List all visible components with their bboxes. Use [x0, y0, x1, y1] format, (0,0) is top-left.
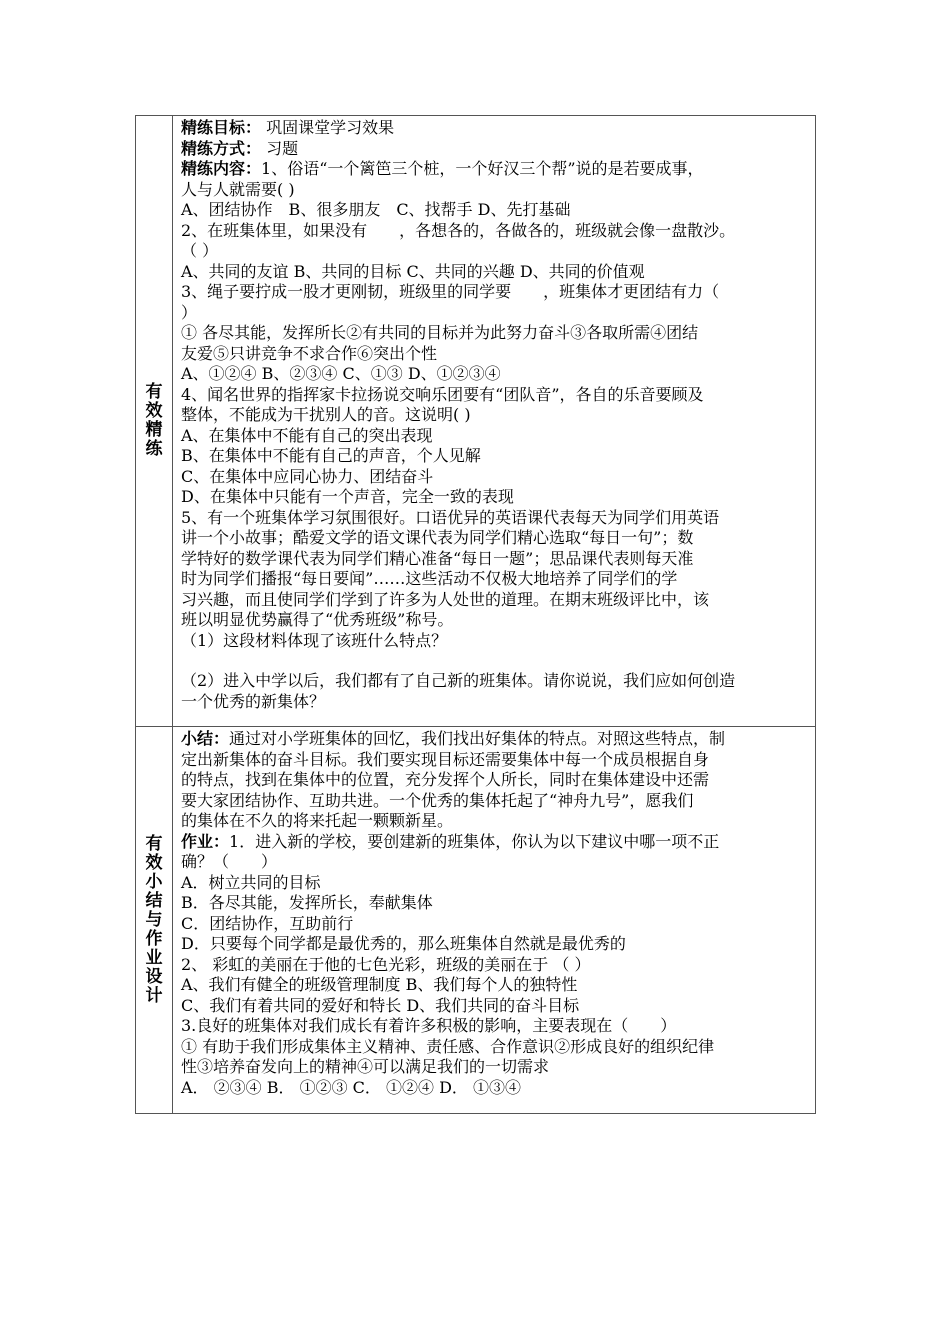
question-line: A、共同的友谊 B、共同的目标 C、共同的兴趣 D、共同的价值观: [181, 261, 645, 281]
question-line: B、在集体中不能有自己的声音，个人见解: [181, 446, 481, 465]
question-line: 习兴趣，而且使同学们学到了许多为人处世的道理。在期末班级评比中，该: [181, 589, 710, 609]
homework-line: B．各尽其能，发挥所长，奉献集体: [181, 893, 433, 912]
section-summary-label: [136, 727, 173, 1114]
answer-space: [181, 651, 807, 671]
question-line: ① 各尽其能，发挥所长②有共同的目标并为此努力奋斗③各取所需④团结: [181, 323, 699, 342]
method-line: [181, 139, 807, 160]
summary-line: [181, 729, 807, 750]
goal-label: 精练目标：: [181, 118, 262, 137]
summary-line: 定出新集体的奋斗目标。我们要实现目标还需要集体中每一个成员根据自身: [181, 749, 710, 769]
homework-line: 2、 彩虹的美丽在于他的七色光彩，班级的美丽在于 （ ）: [181, 954, 591, 974]
goal-line: [181, 118, 807, 139]
homework-line: [181, 832, 807, 853]
question-line: 班以明显优势赢得了“优秀班级”称号。: [181, 610, 454, 629]
question-line: 5、有一个班集体学习氛围很好。口语优异的英语课代表每天为同学们用英语: [181, 507, 720, 527]
side-label-practice: 有效精练: [145, 382, 163, 459]
homework-label: 作业：: [181, 831, 230, 851]
question-line: A、①②④ B、②③④ C、①③ D、①②③④: [181, 364, 501, 383]
question-line: C、在集体中应同心协力、团结奋斗: [181, 466, 434, 486]
summary-line: 的集体在不久的将来托起一颗颗新星。: [181, 811, 454, 830]
question-line: （ ）: [181, 241, 219, 260]
method-label: 精练方式：: [181, 138, 262, 158]
question-line: 友爱⑤只讲竞争不求合作⑥突出个性: [181, 343, 438, 363]
content-line: [181, 159, 807, 180]
question-line: ）: [181, 302, 198, 322]
question-line: A、在集体中不能有自己的突出表现: [181, 425, 433, 445]
homework-line: A． ②③④ B． ①②③ C． ①②④ D． ①③④: [181, 1077, 521, 1097]
side-label-summary: 有效小结与作业设计: [145, 833, 163, 1006]
homework-line: ① 有助于我们形成集体主义精神、责任感、合作意识②形成良好的组织纪律: [181, 1036, 715, 1056]
summary-line: 要大家团结协作、互助共进。一个优秀的集体托起了“神舟九号”，愿我们: [181, 790, 694, 810]
goal-value: 巩固课堂学习效果: [261, 118, 395, 137]
question-line: 3、绳子要拧成一股才更刚韧，班级里的同学要 ，班集体才更团结有力（: [181, 282, 720, 301]
content-label: 精练内容：: [181, 159, 262, 178]
summary-text: 通过对小学班集体的回忆，我们找出好集体的特点。对照这些特点，制: [229, 729, 726, 748]
section-practice-row: [136, 116, 816, 727]
section-summary-row: [136, 727, 816, 1114]
section-summary-content: [173, 727, 816, 1114]
homework-line: D．只要每个同学都是最优秀的，那么班集体自然就是最优秀的: [181, 934, 626, 953]
question-line: 一个优秀的新集体？: [181, 691, 326, 711]
question-line: （1）这段材料体现了该班什么特点？: [181, 630, 448, 650]
question-line: D、在集体中只能有一个声音，完全一致的表现: [181, 487, 514, 506]
summary-line: 的特点，找到在集体中的位置，充分发挥个人所长，同时在集体建设中还需: [181, 770, 710, 789]
section-practice-label: [136, 116, 173, 727]
question-line: 讲一个小故事；酷爱文学的语文课代表为同学们精心选取“每日一句”；数: [181, 528, 694, 547]
question-line: A、团结协作 B、很多朋友 C、找帮手 D、先打基础: [181, 200, 571, 219]
homework-line: C．团结协作，互助前行: [181, 913, 354, 933]
homework-line: A．树立共同的目标: [181, 872, 321, 892]
homework-line: 3.良好的班集体对我们成长有着许多积极的影响，主要表现在（ ）: [181, 1016, 677, 1035]
homework-line: 性③培养奋发向上的精神④可以满足我们的一切需求: [181, 1057, 550, 1076]
homework-text: 1．进入新的学校，要创建新的班集体，你认为以下建议中哪一项不正: [229, 831, 720, 851]
question-line: （2）进入中学以后，我们都有了自己新的班集体。请你说说，我们应如何创造: [181, 671, 736, 690]
question-line: 4、闻名世界的指挥家卡拉扬说交响乐团要有“团队音”，各自的乐音要顾及: [181, 384, 704, 404]
method-value: 习题: [261, 138, 299, 158]
content-line-text: 1、俗语“一个篱笆三个桩，一个好汉三个帮”说的是若要成事，: [261, 159, 704, 178]
question-line: 2、在班集体里，如果没有 ，各想各的，各做各的，班级就会像一盘散沙。: [181, 220, 736, 240]
summary-label: 小结：: [181, 729, 230, 748]
homework-line: 确？（ ）: [181, 852, 278, 871]
homework-line: C、我们有着共同的爱好和特长 D、我们共同的奋斗目标: [181, 995, 580, 1015]
question-line: 时为同学们播报“每日要闻”……这些活动不仅极大地培养了同学们的学: [181, 569, 678, 588]
question-line: 人与人就需要( ): [181, 179, 295, 199]
lesson-table: [135, 115, 816, 1114]
question-line: 整体，不能成为干扰别人的音。这说明( ): [181, 405, 471, 424]
homework-line: A、我们有健全的班级管理制度 B、我们每个人的独特性: [181, 975, 578, 994]
question-line: 学特好的数学课代表为同学们精心准备“每日一题”；思品课代表则每天准: [181, 548, 694, 568]
section-practice-content: [173, 116, 816, 727]
